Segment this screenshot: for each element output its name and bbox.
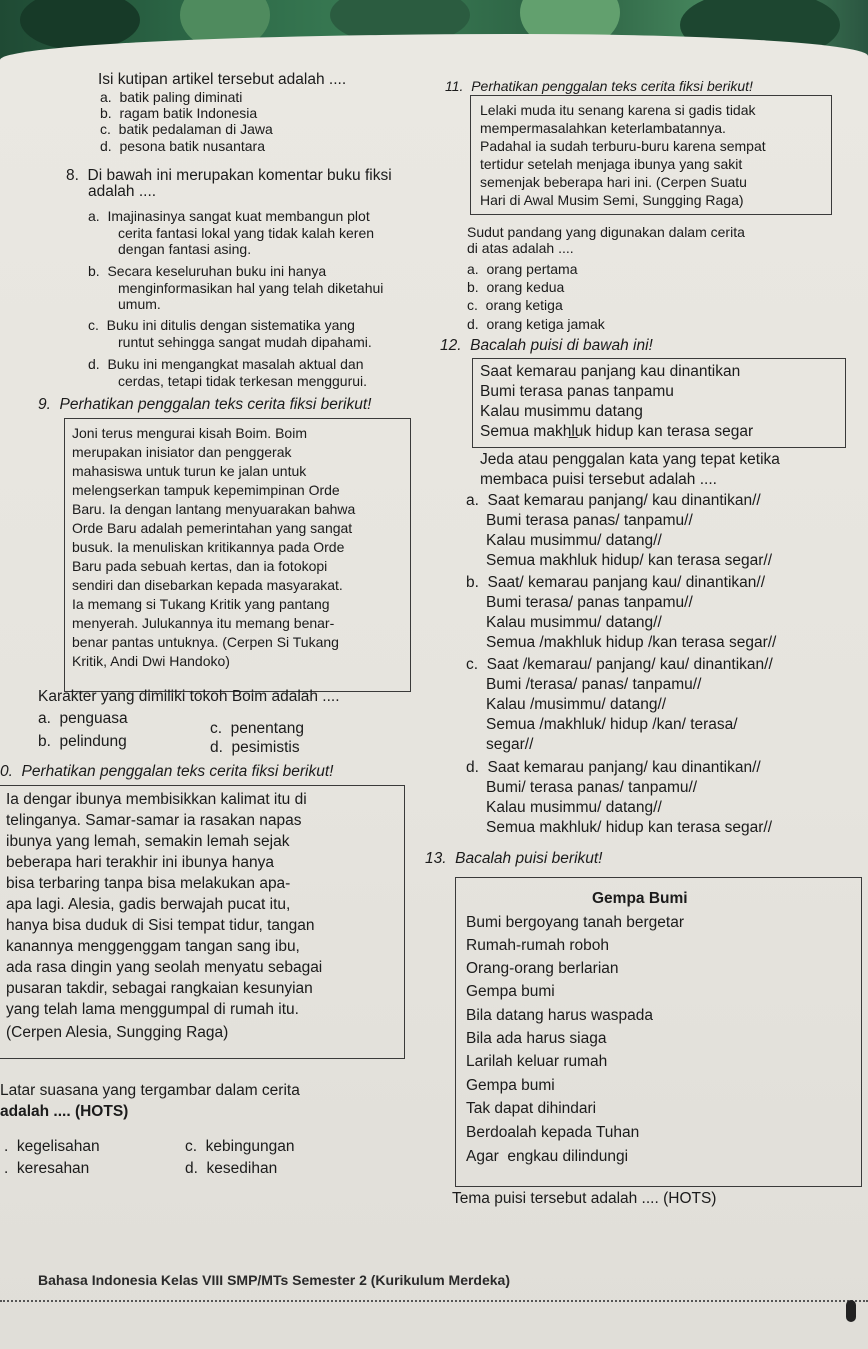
q9-passage-line: melengserkan tampuk kepemimpinan Orde xyxy=(72,482,340,498)
q10-passage-line: apa lagi. Alesia, gadis berwajah pucat itu, xyxy=(6,896,291,913)
q11-passage-line: Padahal ia sudah terburu-buru karena sempat xyxy=(480,138,766,154)
q7-option-b: b. ragam batik Indonesia xyxy=(100,105,258,121)
q10-passage-line: telinganya. Samar-samar ia rasakan napas xyxy=(6,812,302,829)
q11-question-cont: di atas adalah .... xyxy=(467,240,574,256)
q12-option-d-line: Bumi/ terasa panas/ tanpamu// xyxy=(486,779,698,796)
q10-passage-line: Ia dengar ibunya membisikkan kalimat itu di xyxy=(6,791,307,808)
q8-stem: 8. Di bawah ini merupakan komentar buku fiksi xyxy=(66,167,392,184)
q12-option-c-line: Semua /makhluk/ hidup /kan/ terasa/ xyxy=(486,716,738,733)
q13-poem-line: Gempa bumi xyxy=(466,1077,555,1094)
q9-passage-line: menyerah. Julukannya itu memang benar- xyxy=(72,615,335,631)
q8-option-a-line: cerita fantasi lokal yang tidak kalah keren xyxy=(118,225,375,241)
q12-question-cont: membaca puisi tersebut adalah .... xyxy=(480,471,717,488)
q12-option-c-line: segar// xyxy=(486,736,534,753)
q10-passage-line: pusaran takdir, sebagai rangkaian kesunyian xyxy=(6,980,313,997)
q12-option-c-line: Kalau /musimmu/ datang// xyxy=(486,696,667,713)
q13-poem-line: Bila datang harus waspada xyxy=(466,1007,653,1024)
q11-passage-line: tertidur setelah menjaga ibunya yang sakit xyxy=(480,156,743,172)
q13-poem-line: Gempa bumi xyxy=(466,983,555,1000)
q12-poem-line: Semua makhl̲uk hidup kan terasa segar xyxy=(480,423,754,440)
q11-option-c: c. orang ketiga xyxy=(467,297,563,313)
q12-option-b-line: Bumi terasa/ panas tanpamu// xyxy=(486,594,693,611)
q10-passage-line: yang telah lama menggumpal di rumah itu. xyxy=(6,1001,299,1018)
q12-option-d-line: Semua makhluk/ hidup kan terasa segar// xyxy=(486,819,773,836)
q9-passage-line: Kritik, Andi Dwi Handoko) xyxy=(72,653,230,669)
q9-passage-line: mahasiswa untuk turun ke jalan untuk xyxy=(72,463,307,479)
q8-option-b-line: menginformasikan hal yang telah diketahui xyxy=(118,280,384,296)
q13-poem-line: Bumi bergoyang tanah bergetar xyxy=(466,914,685,931)
q12-question: Jeda atau penggalan kata yang tepat ketika xyxy=(480,451,780,468)
q9-passage-line: sendiri dan disebarkan kepada masyarakat. xyxy=(72,577,343,593)
q13-poem-line: Orang-orang berlarian xyxy=(466,960,619,977)
q10-passage-line: ibunya yang lemah, semakin lemah sejak xyxy=(6,833,290,850)
q10-stem: 0. Perhatikan penggalan teks cerita fiksi berikut! xyxy=(0,763,334,780)
q12-option-c: c. Saat /kemarau/ panjang/ kau/ dinantikan// xyxy=(466,656,773,673)
q10-passage-line: beberapa hari terakhir ini ibunya hanya xyxy=(6,854,274,871)
q9-passage-line: benar pantas untuknya. (Cerpen Si Tukang xyxy=(72,634,339,650)
q13-poem-title: Gempa Bumi xyxy=(592,890,688,907)
q9-passage-line: merupakan inisiator dan penggerak xyxy=(72,444,292,460)
q11-passage-line: Lelaki muda itu senang karena si gadis tidak xyxy=(480,102,756,118)
q10-passage-line: bisa terbaring tanpa bisa melakukan apa- xyxy=(6,875,291,892)
q10-option-d: d. kesedihan xyxy=(185,1160,278,1177)
q8-option-c: c. Buku ini ditulis dengan sistematika yang xyxy=(88,317,355,333)
q12-option-d-line: Kalau musimmu/ datang// xyxy=(486,799,662,816)
q10-passage-line: ada rasa dingin yang seolah menyatu sebagai xyxy=(6,959,323,976)
q11-option-a: a. orang pertama xyxy=(467,261,578,277)
q8-option-c-line: runtut sehingga sangat mudah dipahami. xyxy=(118,334,372,350)
q9-passage-line: Ia memang si Tukang Kritik yang pantang xyxy=(72,596,330,612)
q12-option-a-line: Bumi terasa panas/ tanpamu// xyxy=(486,512,693,529)
q12-option-b-line: Semua /makhluk hidup /kan terasa segar// xyxy=(486,634,777,651)
q8-option-d: d. Buku ini mengangkat masalah aktual dan xyxy=(88,356,364,372)
q10-question: Latar suasana yang tergambar dalam cerita xyxy=(0,1082,300,1099)
q12-option-b-line: Kalau musimmu/ datang// xyxy=(486,614,662,631)
q13-poem-line: Agar engkau dilindungi xyxy=(466,1148,629,1165)
q10-passage-line: (Cerpen Alesia, Sungging Raga) xyxy=(6,1024,229,1041)
q12-option-a-line: Kalau musimmu/ datang// xyxy=(486,532,662,549)
q11-question: Sudut pandang yang digunakan dalam cerita xyxy=(467,224,745,240)
q12-stem: 12. Bacalah puisi di bawah ini! xyxy=(440,337,653,354)
q10-question-cont: adalah .... (HOTS) xyxy=(0,1103,129,1120)
q11-option-d: d. orang ketiga jamak xyxy=(467,316,605,332)
q7-option-c: c. batik pedalaman di Jawa xyxy=(100,121,273,137)
q12-option-c-line: Bumi /terasa/ panas/ tanpamu// xyxy=(486,676,702,693)
q9-passage-line: Baru pada sebuah kertas, dan ia fotokopi xyxy=(72,558,328,574)
q10-option-a: . kegelisahan xyxy=(4,1138,100,1155)
q8-option-b: b. Secara keseluruhan buku ini hanya xyxy=(88,263,327,279)
q11-passage-line: semenjak beberapa hari ini. (Cerpen Suatu xyxy=(480,174,747,190)
page-marker xyxy=(846,1300,856,1322)
q8-option-a: a. Imajinasinya sangat kuat membangun plot xyxy=(88,208,370,224)
q9-passage-line: Joni terus mengurai kisah Boim. Boim xyxy=(72,425,307,441)
q8-option-b-line: umum. xyxy=(118,296,161,312)
q11-passage-line: mempermasalahkan keterlambatannya. xyxy=(480,120,726,136)
q8-option-d-line: cerdas, tetapi tidak terkesan menggurui. xyxy=(118,373,368,389)
q7-option-d: d. pesona batik nusantara xyxy=(100,138,266,154)
q12-poem-line: Saat kemarau panjang kau dinantikan xyxy=(480,363,741,380)
q12-option-a-line: Semua makhluk hidup/ kan terasa segar// xyxy=(486,552,773,569)
q13-poem-line: Berdoalah kepada Tuhan xyxy=(466,1124,640,1141)
q13-poem-line: Bila ada harus siaga xyxy=(466,1030,607,1047)
page-footer: Bahasa Indonesia Kelas VIII SMP/MTs Semester 2 (Kurikulum Merdeka) xyxy=(38,1272,511,1288)
q9-option-d: d. pesimistis xyxy=(210,739,300,756)
q9-passage-line: Orde Baru adalah pemerintahan yang sangat xyxy=(72,520,353,536)
q9-option-b: b. pelindung xyxy=(38,733,127,750)
q11-passage-line: Hari di Awal Musim Semi, Sungging Raga) xyxy=(480,192,744,208)
q9-option-c: c. penentang xyxy=(210,720,304,737)
q9-passage-line: Baru. Ia dengan lantang menyuarakan bahwa xyxy=(72,501,356,517)
footer-divider xyxy=(0,1300,868,1302)
q13-question: Tema puisi tersebut adalah .... (HOTS) xyxy=(452,1190,717,1207)
q12-poem-line: Bumi terasa panas tanpamu xyxy=(480,383,674,400)
q13-stem: 13. Bacalah puisi berikut! xyxy=(425,850,603,867)
q12-poem-line: Kalau musimmu datang xyxy=(480,403,643,420)
q8-stem-cont: adalah .... xyxy=(88,183,157,200)
q10-passage-line: kanannya menggenggam tangan sang ibu, xyxy=(6,938,300,955)
q7-option-a: a. batik paling diminati xyxy=(100,89,243,105)
q13-poem-line: Rumah-rumah roboh xyxy=(466,937,610,954)
q12-option-d: d. Saat kemarau panjang/ kau dinantikan// xyxy=(466,759,761,776)
q9-option-a: a. penguasa xyxy=(38,710,128,727)
q12-option-a: a. Saat kemarau panjang/ kau dinantikan// xyxy=(466,492,761,509)
q13-poem-line: Tak dapat dihindari xyxy=(466,1100,597,1117)
q11-option-b: b. orang kedua xyxy=(467,279,565,295)
q9-question: Karakter yang dimiliki tokoh Boim adalah .... xyxy=(38,688,340,705)
q9-stem: 9. Perhatikan penggalan teks cerita fiksi berikut! xyxy=(38,396,372,413)
q9-passage-line: busuk. Ia menuliskan kritikannya pada Orde xyxy=(72,539,345,555)
q7-stem: Isi kutipan artikel tersebut adalah .... xyxy=(98,71,347,88)
q12-option-b: b. Saat/ kemarau panjang kau/ dinantikan// xyxy=(466,574,766,591)
q10-passage-line: hanya bisa duduk di Sisi tempat tidur, tangan xyxy=(6,917,315,934)
q13-poem-line: Larilah keluar rumah xyxy=(466,1053,608,1070)
q10-option-c: c. kebingungan xyxy=(185,1138,295,1155)
q8-option-a-line: dengan fantasi asing. xyxy=(118,241,252,257)
q11-stem: 11. Perhatikan penggalan teks cerita fiksi berikut! xyxy=(445,78,753,94)
q10-option-b: . keresahan xyxy=(4,1160,90,1177)
